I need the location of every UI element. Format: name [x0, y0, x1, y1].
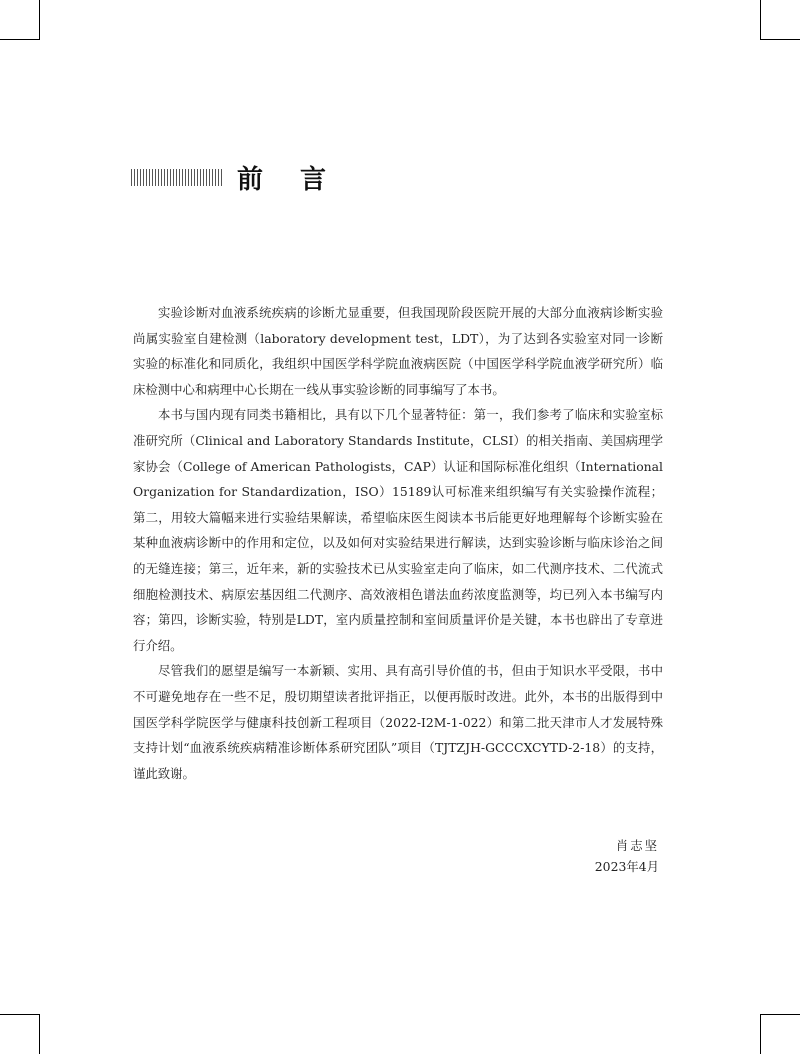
paragraph-2: 本书与国内现有同类书籍相比，具有以下几个显著特征：第一，我们参考了临床和实验室标准研究所（Clinical and Laboratory Standards Institute，CLSI）的相关指南、美国病理学家协会（College of American Pathologists，CAP）认证和国际标准化组织（International Organization for Standardization，ISO）15189认可标准来组织编写有关实验操作流程；第二，用较大篇幅来进行实验结果解读，希望临床医生阅读本书后能更好地理解每个诊断实验在某种血液病诊断中的作用和定位，以及如何对实验结果进行解读，达到实验诊断与临床诊治之间的无缝连接；第三，近年来，新的实验技术已从实验室走向了临床，如二代测序技术、二代流式细胞检测技术、病原宏基因组二代测序、高效液相色谱法血药浓度监测等，均已列入本书编写内容；第四，诊断实验，特别是LDT，室内质量控制和室间质量评价是关键，本书也辟出了专章进行介绍。 — [133, 407, 663, 653]
signature-author: 肖志坚 — [615, 838, 659, 853]
page-title: 前 言 — [237, 164, 341, 195]
paragraph-3: 尽管我们的愿望是编写一本新颖、实用、具有高引导价值的书，但由于知识水平受限，书中不可避免地存在一些不足，殷切期望读者批评指正，以便再版时改进。此外，本书的出版得到中国医学科学院医学与健康科技创新工程项目（2022-I2M-1-022）和第二批天津市人才发展特殊支持计划“血液系统疾病精准诊断体系研究团队”项目（TJTZJH-GCCCXCYTD-2-18）的支持，谨此致谢。 — [133, 663, 663, 781]
page-heading — [131, 160, 340, 194]
paragraph-1: 实验诊断对血液系统疾病的诊断尤显重要，但我国现阶段医院开展的大部分血液病诊断实验尚属实验室自建检测（laboratory development test，LDT），为了达到各实验室对同一诊断实验的标准化和同质化，我组织中国医学科学院血液病医院（中国医学科学院血液学研究所）临床检测中心和病理中心长期在一线从事实验诊断的同事编写了本书。 — [133, 305, 663, 397]
heading-bars-decoration — [131, 169, 223, 186]
preface-body — [133, 300, 663, 786]
signature-date: 2023年4月 — [594, 859, 659, 874]
